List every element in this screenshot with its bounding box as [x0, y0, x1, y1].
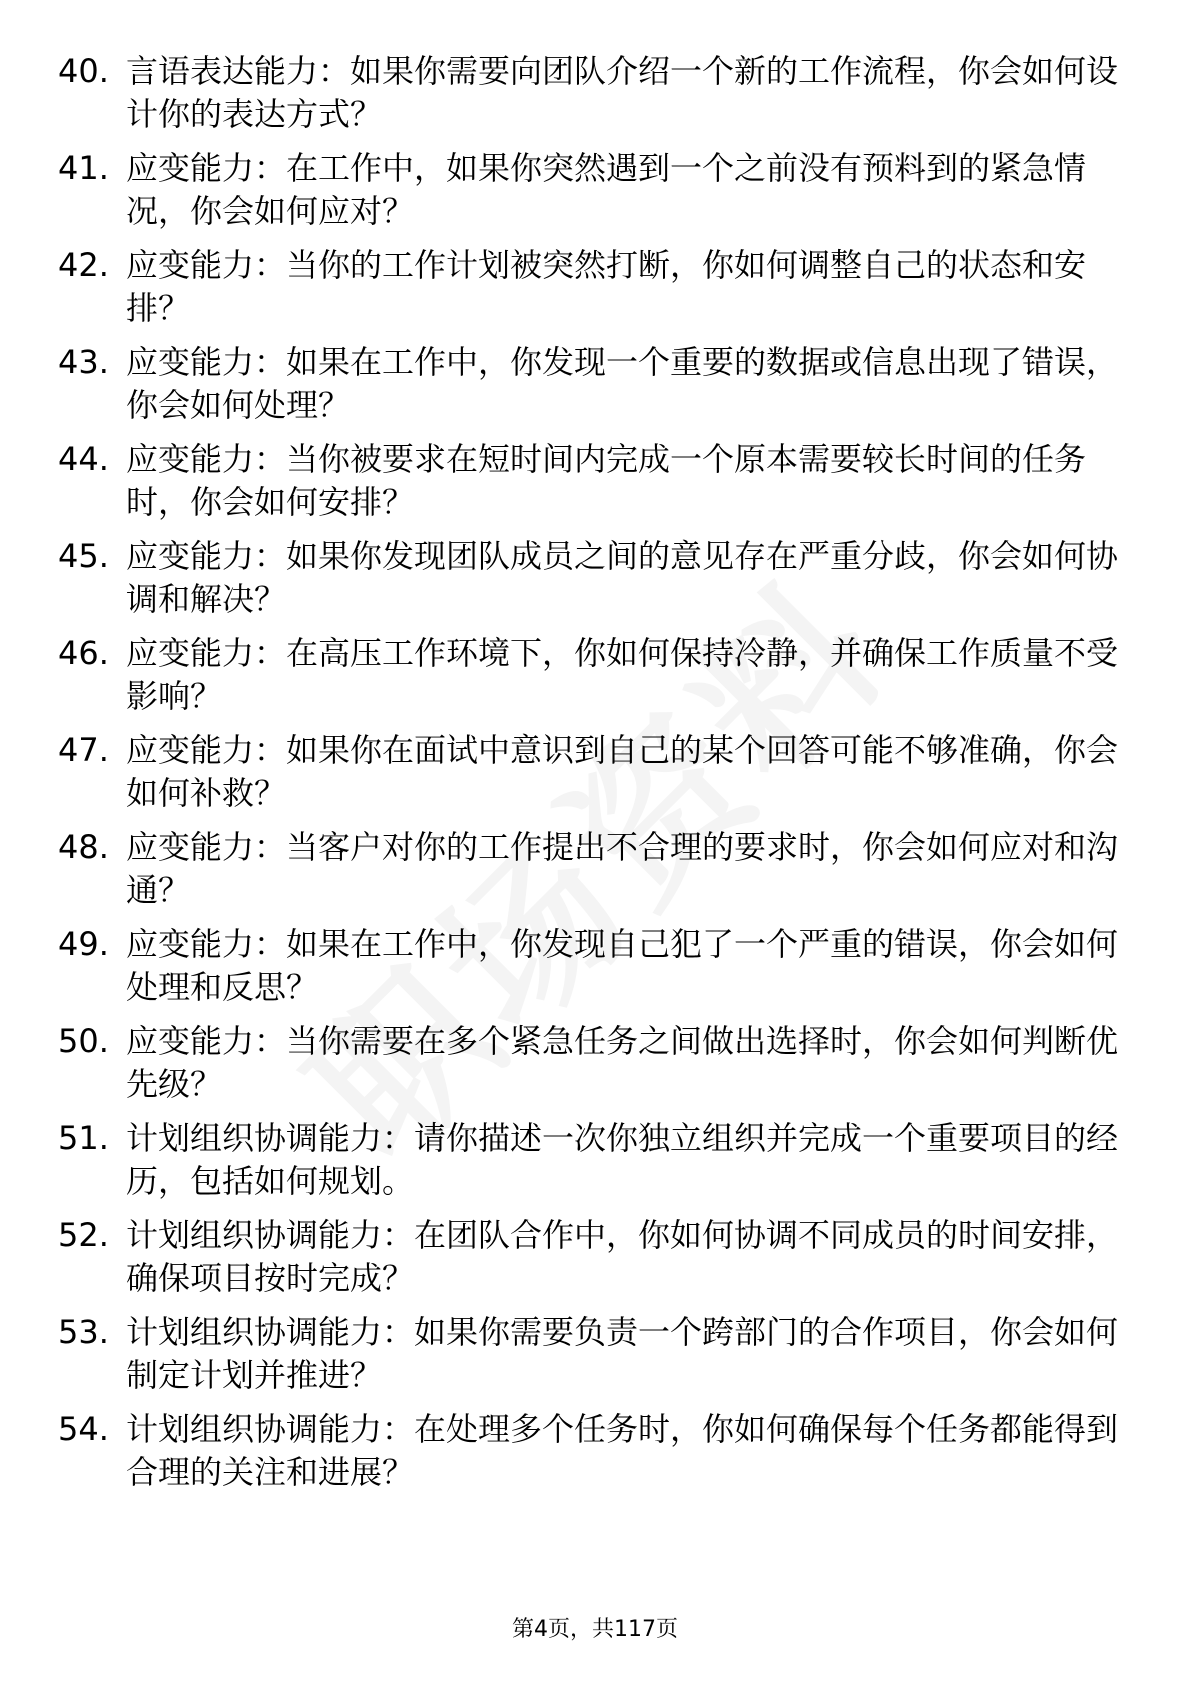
question-item — [0, 1311, 1190, 1399]
question-item — [0, 1020, 1190, 1108]
question-item — [0, 729, 1190, 817]
question-item — [0, 632, 1190, 720]
question-number: 45. — [58, 537, 109, 575]
question-number: 50. — [58, 1022, 109, 1060]
question-text: 应变能力：当你的工作计划被突然打断，你如何调整自己的状态和安排？ — [126, 246, 1087, 327]
question-item — [0, 341, 1190, 429]
question-text: 应变能力：如果你发现团队成员之间的意见存在严重分歧，你会如何协调和解决？ — [126, 537, 1119, 618]
question-text: 应变能力：当客户对你的工作提出不合理的要求时，你会如何应对和沟通？ — [126, 828, 1119, 909]
page-number-label: 第4页，共117页 — [512, 1617, 678, 1642]
question-number: 52. — [58, 1216, 109, 1254]
question-item — [0, 535, 1190, 623]
question-item — [0, 826, 1190, 914]
question-item — [0, 1117, 1190, 1205]
question-item — [0, 1214, 1190, 1302]
question-number: 47. — [58, 731, 109, 769]
question-text: 计划组织协调能力：在处理多个任务时，你如何确保每个任务都能得到合理的关注和进展？ — [126, 1410, 1119, 1491]
question-text: 应变能力：如果你在面试中意识到自己的某个回答可能不够准确，你会如何补救？ — [126, 731, 1119, 812]
question-number: 40. — [58, 52, 109, 90]
question-item — [0, 923, 1190, 1011]
question-text: 计划组织协调能力：如果你需要负责一个跨部门的合作项目，你会如何制定计划并推进？ — [126, 1313, 1119, 1394]
question-number: 49. — [58, 925, 109, 963]
question-number: 42. — [58, 246, 109, 284]
question-number: 48. — [58, 828, 109, 866]
question-text: 应变能力：如果在工作中，你发现自己犯了一个严重的错误，你会如何处理和反思？ — [126, 925, 1119, 1006]
question-list — [0, 50, 1190, 1505]
question-text: 应变能力：当你需要在多个紧急任务之间做出选择时，你会如何判断优先级？ — [126, 1022, 1119, 1103]
question-text: 应变能力：如果在工作中，你发现一个重要的数据或信息出现了错误，你会如何处理？ — [126, 343, 1119, 424]
question-item — [0, 1408, 1190, 1496]
question-text: 计划组织协调能力：在团队合作中，你如何协调不同成员的时间安排，确保项目按时完成？ — [126, 1216, 1119, 1297]
question-number: 43. — [58, 343, 109, 381]
question-text: 言语表达能力：如果你需要向团队介绍一个新的工作流程，你会如何设计你的表达方式？ — [126, 52, 1119, 133]
question-number: 53. — [58, 1313, 109, 1351]
question-item — [0, 438, 1190, 526]
question-item — [0, 50, 1190, 138]
question-item — [0, 244, 1190, 332]
question-number: 46. — [58, 634, 109, 672]
question-number: 51. — [58, 1119, 109, 1157]
question-text: 计划组织协调能力：请你描述一次你独立组织并完成一个重要项目的经历，包括如何规划。 — [126, 1119, 1119, 1200]
question-text: 应变能力：当你被要求在短时间内完成一个原本需要较长时间的任务时，你会如何安排？ — [126, 440, 1087, 521]
question-item — [0, 147, 1190, 235]
question-number: 44. — [58, 440, 109, 478]
question-number: 41. — [58, 149, 109, 187]
question-number: 54. — [58, 1410, 109, 1448]
question-text: 应变能力：在工作中，如果你突然遇到一个之前没有预料到的紧急情况，你会如何应对？ — [126, 149, 1087, 230]
question-text: 应变能力：在高压工作环境下，你如何保持冷静，并确保工作质量不受影响？ — [126, 634, 1119, 715]
page-footer — [0, 1615, 1190, 1645]
